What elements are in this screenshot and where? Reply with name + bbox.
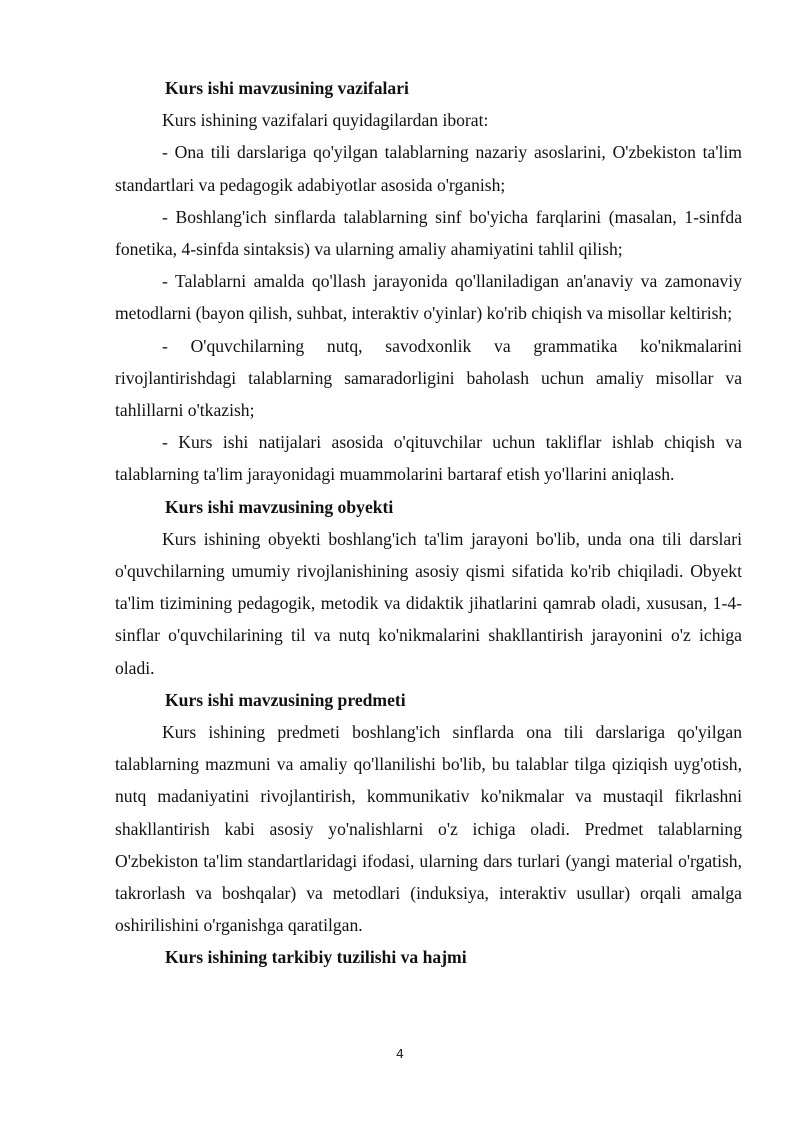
paragraph: Kurs ishining predmeti boshlang'ich sinflarda ona tili darslariga qo'yilgan talablarning mazmuni va amaliy qo'llanilishi bo'lib, bu talablar tilga qiziqish uyg'otish, nutq madaniyatini rivojlantirish, kommunikativ ko'nikmalar va mustaqil fikrlashni shakllantirish kabi asosiy yo'nalishlarni o'z ichiga oladi. Predmet talablarning O'zbekiston ta'lim standartlaridagi ifodasi, ularning dars turlari (yangi material o'rgatish, takrorlash va boshqalar) va metodlari (induksiya, interaktiv usullar) orqali amalga oshirilishini o'rganishga qaratilgan. bbox=[115, 722, 742, 936]
section-heading-structure: Kurs ishining tarkibiy tuzilishi va hajmi bbox=[165, 947, 467, 968]
list-item: - Talablarni amalda qo'llash jarayonida qo'llaniladigan an'anaviy va zamonaviy metodlarni (bayon qilish, suhbat, interaktiv o'yinlar) ko'rib chiqish va misollar keltirish; bbox=[115, 271, 742, 324]
section-heading-tasks: Kurs ishi mavzusining vazifalari bbox=[165, 78, 409, 98]
paragraph: Kurs ishining obyekti boshlang'ich ta'lim jarayoni bo'lib, unda ona tili darslari o'quvchilarning umumiy rivojlanishining asosiy qismi sifatida ko'rib chiqiladi. Obyekt ta'lim tizimining pedagogik, metodik va didaktik jihatlarini qamrab oladi, xususan, 1-4-sinflar o'quvchilarining til va nutq ko'nikmalarini shakllantirish jarayonini o'z ichiga oladi. bbox=[115, 528, 742, 678]
list-item: - Kurs ishi natijalari asosida o'qituvchilar uchun takliflar ishlab chiqish va talablarning ta'lim jarayonidagi muammolarini bartaraf etish yo'llarini aniqlash. bbox=[115, 432, 742, 485]
page-content bbox=[115, 72, 742, 974]
page-number: 4 bbox=[396, 1046, 404, 1061]
list-item: - Ona tili darslariga qo'yilgan talablarning nazariy asoslarini, O'zbekiston ta'lim standartlari va pedagogik adabiyotlar asosida o'rganish; bbox=[115, 142, 742, 195]
paragraph: Kurs ishining vazifalari quyidagilardan iborat: bbox=[162, 110, 489, 131]
section-heading-subject: Kurs ishi mavzusining predmeti bbox=[165, 689, 406, 710]
list-item: - O'quvchilarning nutq, savodxonlik va grammatika ko'nikmalarini rivojlantirishdagi talablarning samaradorligini baholash uchun amaliy misollar va tahlillarni o'tkazish; bbox=[115, 335, 742, 421]
section-heading-object: Kurs ishi mavzusining obyekti bbox=[165, 496, 394, 517]
list-item: - Boshlang'ich sinflarda talablarning sinf bo'yicha farqlarini (masalan, 1-sinfda fonetika, 4-sinfda sintaksis) va ularning amaliy ahamiyatini tahlil qilish; bbox=[115, 206, 742, 260]
